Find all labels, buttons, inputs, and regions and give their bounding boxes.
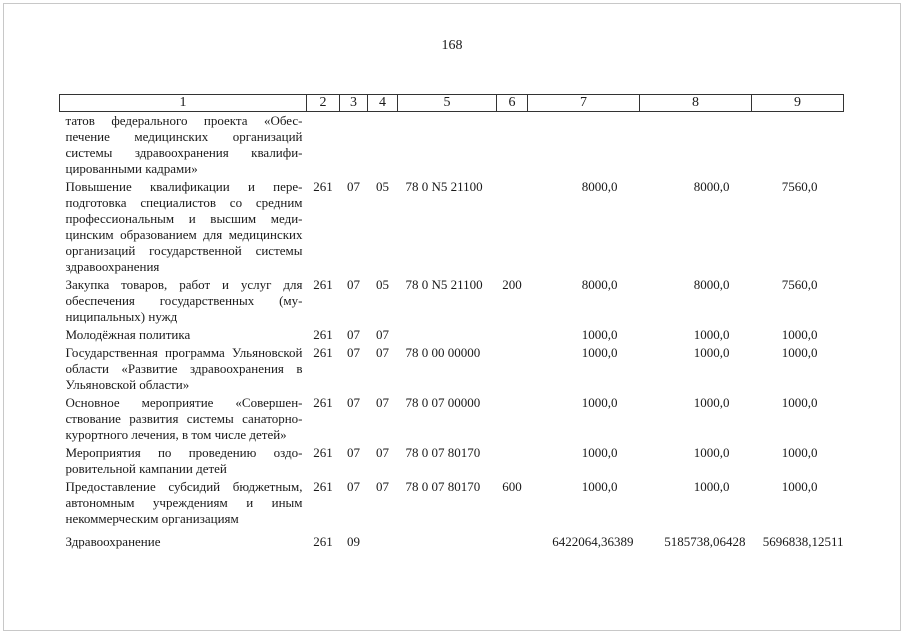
cell-admin-code: 261	[313, 277, 333, 292]
cell-amount-year3: 1000,0	[781, 445, 818, 460]
table-row	[60, 394, 844, 444]
cell-target-article: 78 0 N5 21100	[405, 277, 483, 292]
cell-amount-year2: 1000,0	[693, 395, 730, 410]
cell-section: 07	[347, 327, 360, 342]
cell-target-article	[398, 112, 497, 179]
cell-subsection: 07	[376, 327, 389, 342]
cell-amount-year3: 5696838,12511	[762, 534, 844, 549]
cell-subsection: 07	[376, 479, 389, 494]
cell-amount-year3: 1000,0	[781, 479, 818, 494]
table-row	[60, 276, 844, 326]
cell-expense-type	[497, 112, 528, 179]
column-header: 5	[398, 95, 497, 112]
cell-subsection: 05	[376, 277, 389, 292]
cell-admin-code: 261	[313, 534, 333, 549]
cell-target-article: 78 0 N5 21100	[405, 179, 483, 194]
cell-amount-year1: 1000,0	[581, 395, 618, 410]
cell-amount-year1: 1000,0	[581, 445, 618, 460]
column-header: 7	[528, 95, 640, 112]
cell-amount-year2: 1000,0	[693, 445, 730, 460]
cell-admin-code: 261	[313, 179, 333, 194]
cell-expense-type	[497, 344, 528, 394]
row-name: Мероприятия по проведению оздоровительной кампании детей	[65, 445, 303, 476]
cell-amount-year2: 8000,0	[693, 179, 730, 194]
column-header: 3	[340, 95, 368, 112]
cell-section: 07	[347, 277, 360, 292]
cell-admin-code: 261	[313, 479, 333, 494]
cell-amount-year3: 7560,0	[781, 277, 818, 292]
cell-subsection: 07	[376, 445, 389, 460]
cell-target-article	[398, 326, 497, 344]
cell-amount-year1: 1000,0	[581, 479, 618, 494]
cell-amount-year1: 8000,0	[581, 179, 618, 194]
cell-amount-year2: 1000,0	[693, 479, 730, 494]
cell-amount-year3: 1000,0	[781, 345, 818, 360]
cell-section	[340, 112, 368, 179]
cell-expense-type	[497, 326, 528, 344]
page-number: 168	[441, 38, 463, 53]
cell-section: 07	[347, 445, 360, 460]
column-header: 4	[368, 95, 398, 112]
cell-admin-code: 261	[313, 327, 333, 342]
cell-amount-year2: 8000,0	[693, 277, 730, 292]
table-row	[60, 478, 844, 528]
row-name: Здравоохранение	[65, 534, 161, 549]
cell-subsection: 07	[376, 345, 389, 360]
table-row	[60, 326, 844, 344]
row-name: Государственная программа Ульяновской области «Развитие здравоохранения в Ульяновской области»	[65, 345, 303, 392]
cell-expense-type: 600	[502, 479, 522, 494]
table-row	[60, 444, 844, 478]
table-row	[60, 344, 844, 394]
cell-admin-code: 261	[313, 345, 333, 360]
cell-expense-type: 200	[502, 277, 522, 292]
cell-target-article: 78 0 07 80170	[405, 479, 481, 494]
table-row	[60, 528, 844, 551]
cell-amount-year1	[528, 112, 640, 179]
column-header: 1	[60, 95, 307, 112]
column-header: 6	[497, 95, 528, 112]
cell-amount-year2: 1000,0	[693, 327, 730, 342]
cell-admin-code: 261	[313, 395, 333, 410]
cell-amount-year3: 1000,0	[781, 327, 818, 342]
row-name: Закупка товаров, работ и услуг для обеспечения государственных (муниципальных) нужд	[65, 277, 303, 324]
cell-target-article: 78 0 07 80170	[405, 445, 481, 460]
cell-amount-year1: 8000,0	[581, 277, 618, 292]
cell-amount-year1: 1000,0	[581, 345, 618, 360]
cell-amount-year1: 6422064,36389	[552, 534, 634, 549]
cell-section: 07	[347, 395, 360, 410]
cell-subsection: 07	[376, 395, 389, 410]
cell-target-article: 78 0 00 00000	[405, 345, 481, 360]
row-name: Молодёжная политика	[65, 327, 191, 342]
budget-table	[59, 94, 844, 551]
cell-target-article: 78 0 07 00000	[405, 395, 481, 410]
column-header: 8	[640, 95, 752, 112]
cell-expense-type	[497, 178, 528, 276]
cell-target-article	[398, 528, 497, 551]
document-page	[3, 3, 901, 631]
row-name: Предоставление субсидий бюджетным, автономным учреждениям и иным некоммерческим организациям	[65, 479, 303, 526]
cell-expense-type	[497, 444, 528, 478]
row-name: татов федерального проекта «Обеспечение медицинских организаций системы здравоохранения квалифицированными кадрами»	[65, 113, 303, 176]
cell-amount-year1: 1000,0	[581, 327, 618, 342]
table-header-row	[60, 95, 844, 112]
column-header: 2	[307, 95, 340, 112]
cell-amount-year2: 1000,0	[693, 345, 730, 360]
table-row	[60, 178, 844, 276]
cell-expense-type	[497, 394, 528, 444]
cell-subsection	[368, 112, 398, 179]
cell-admin-code: 261	[313, 445, 333, 460]
cell-section: 07	[347, 479, 360, 494]
cell-admin-code	[307, 112, 340, 179]
column-header: 9	[752, 95, 844, 112]
cell-subsection: 05	[376, 179, 389, 194]
cell-amount-year3: 1000,0	[781, 395, 818, 410]
row-name: Основное мероприятие «Совершенствование развития системы санаторно-курортного лечения, в том числе детей»	[65, 395, 303, 442]
cell-amount-year2	[640, 112, 752, 179]
cell-amount-year2: 5185738,06428	[664, 534, 746, 549]
cell-section: 09	[347, 534, 360, 549]
cell-amount-year3: 7560,0	[781, 179, 818, 194]
cell-section: 07	[347, 345, 360, 360]
cell-expense-type	[497, 528, 528, 551]
row-name: Повышение квалификации и переподготовка специалистов со средним профессиональным и высшим медицинским образованием для медицинских организаций государственной системы здравоохранения	[65, 179, 303, 274]
cell-subsection	[368, 528, 398, 551]
cell-section: 07	[347, 179, 360, 194]
table-row	[60, 112, 844, 179]
cell-amount-year3	[752, 112, 844, 179]
